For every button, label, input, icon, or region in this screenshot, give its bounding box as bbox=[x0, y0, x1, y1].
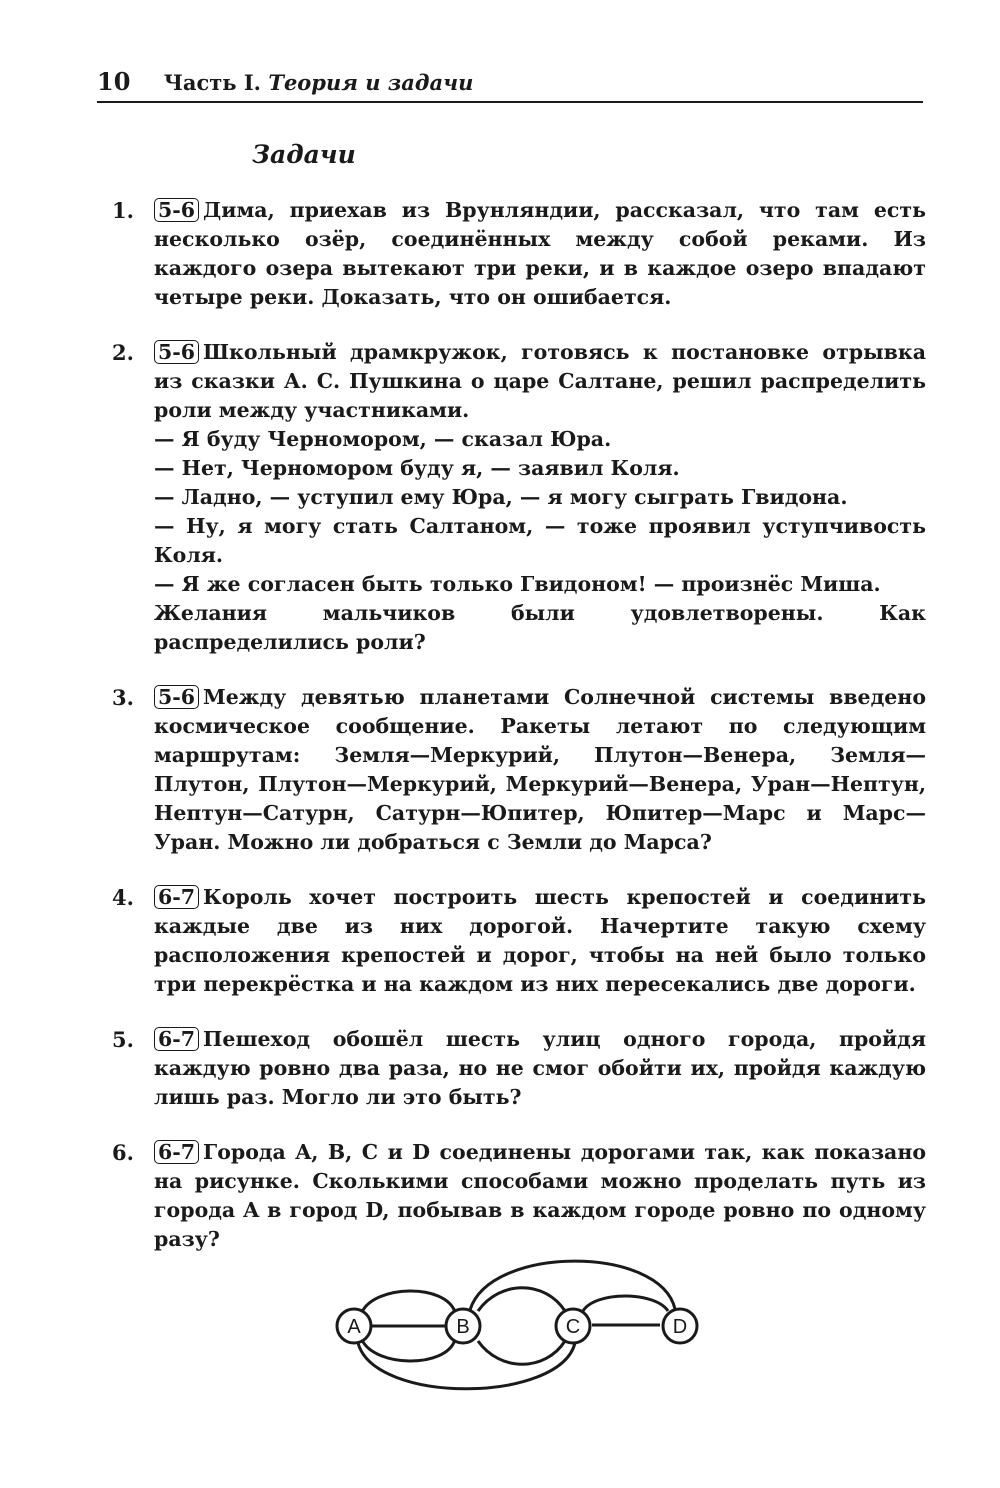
grade-badge: 6-7 bbox=[154, 885, 199, 909]
problem-text: Города A, B, C и D соединены дорогами так, как показано на рисунке. Сколькими способами можно проделать путь из города A в город D, побывав в каждом городе ровно по одному разу? bbox=[154, 1140, 926, 1251]
problem-text-block bbox=[154, 683, 926, 857]
problem-text: Между девятью планетами Солнечной системы введено космическое сообщение. Ракеты летают по следующим маршрутам: Земля—Меркурий, Плутон—Венера, Земля—Плутон, Плутон—Меркурий, Меркурий—Венера, Уран—Нептун, Нептун—Сатурн, Сатурн—Юпитер, Юпитер—Марс и Марс—Уран. Можно ли добраться с Земли до Марса? bbox=[154, 685, 926, 854]
road-a-c-arc bbox=[358, 1343, 575, 1389]
dialog-line: — Нет, Черномором буду я, — заявил Коля. bbox=[154, 456, 680, 480]
dialog-line: — Я буду Черномором, — сказал Юра. bbox=[154, 427, 612, 451]
problem-6 bbox=[112, 1138, 926, 1254]
problem-text-block bbox=[154, 1138, 926, 1254]
city-a-label: A bbox=[347, 1316, 361, 1338]
page-number: 10 bbox=[97, 67, 131, 96]
city-b-label: B bbox=[456, 1316, 470, 1338]
grade-badge: 6-7 bbox=[154, 1027, 199, 1051]
roads-diagram bbox=[330, 1255, 710, 1395]
road-a-b-upper bbox=[362, 1291, 455, 1312]
problem-text-block bbox=[154, 883, 926, 999]
grade-badge: 5-6 bbox=[154, 198, 199, 222]
problem-text-block bbox=[154, 1025, 926, 1112]
problem-number: 1. bbox=[112, 198, 134, 223]
grade-badge: 5-6 bbox=[154, 685, 199, 709]
problem-number: 3. bbox=[112, 685, 134, 710]
problem-list bbox=[112, 196, 926, 1280]
part-label: Часть I. bbox=[163, 70, 261, 95]
grade-badge: 5-6 bbox=[154, 340, 199, 364]
city-c-label: C bbox=[565, 1316, 581, 1338]
dialog-line: — Ну, я могу стать Салтаном, — тоже проявил уступчивость Коля. bbox=[154, 514, 926, 567]
section-title: Задачи bbox=[252, 140, 356, 169]
grade-badge: 6-7 bbox=[154, 1140, 199, 1164]
road-b-c-lower bbox=[478, 1341, 565, 1364]
problem-2 bbox=[112, 338, 926, 657]
problem-1 bbox=[112, 196, 926, 312]
running-head bbox=[97, 68, 923, 103]
problem-number: 5. bbox=[112, 1027, 134, 1052]
road-b-c-upper bbox=[478, 1288, 565, 1311]
problem-text-block bbox=[154, 338, 926, 657]
dialog-line: — Я же согласен быть только Гвидоном! — произнёс Миша. bbox=[154, 572, 881, 596]
problem-question: Желания мальчиков были удовлетворены. Как распределились роли? bbox=[154, 601, 926, 654]
problem-text: Школьный драмкружок, готовясь к постановке отрывка из сказки А. С. Пушкина о царе Салтане, решил распределить роли между участниками. bbox=[154, 340, 926, 422]
problem-number: 6. bbox=[112, 1140, 134, 1165]
problem-text-block bbox=[154, 196, 926, 312]
problem-5 bbox=[112, 1025, 926, 1112]
city-d-label: D bbox=[672, 1316, 688, 1338]
road-b-d-arc bbox=[470, 1261, 675, 1310]
road-c-d-upper bbox=[583, 1296, 668, 1311]
dialog-line: — Ладно, — уступил ему Юра, — я могу сыграть Гвидона. bbox=[154, 485, 848, 509]
part-title: Теория и задачи bbox=[268, 70, 474, 95]
problem-text: Пешеход обошёл шесть улиц одного города, пройдя каждую ровно два раза, но не смог обойти их, пройдя каждую лишь раз. Могло ли это быть? bbox=[154, 1027, 926, 1109]
problem-3 bbox=[112, 683, 926, 857]
problem-number: 2. bbox=[112, 340, 134, 365]
problem-4 bbox=[112, 883, 926, 999]
problem-text: Король хочет построить шесть крепостей и соединить каждые две из них дорогой. Начертите такую схему расположения крепостей и дорог, чтобы на ней было только три перекрёстка и на каждом из них пересекались две дороги. bbox=[154, 885, 926, 996]
problem-text: Дима, приехав из Врунляндии, рассказал, что там есть несколько озёр, соединённых между собой реками. Из каждого озера вытекают три реки, и в каждое озеро впадают четыре реки. Доказать, что он ошибается. bbox=[154, 198, 926, 309]
problem-number: 4. bbox=[112, 885, 134, 910]
road-a-b-lower bbox=[362, 1340, 455, 1361]
